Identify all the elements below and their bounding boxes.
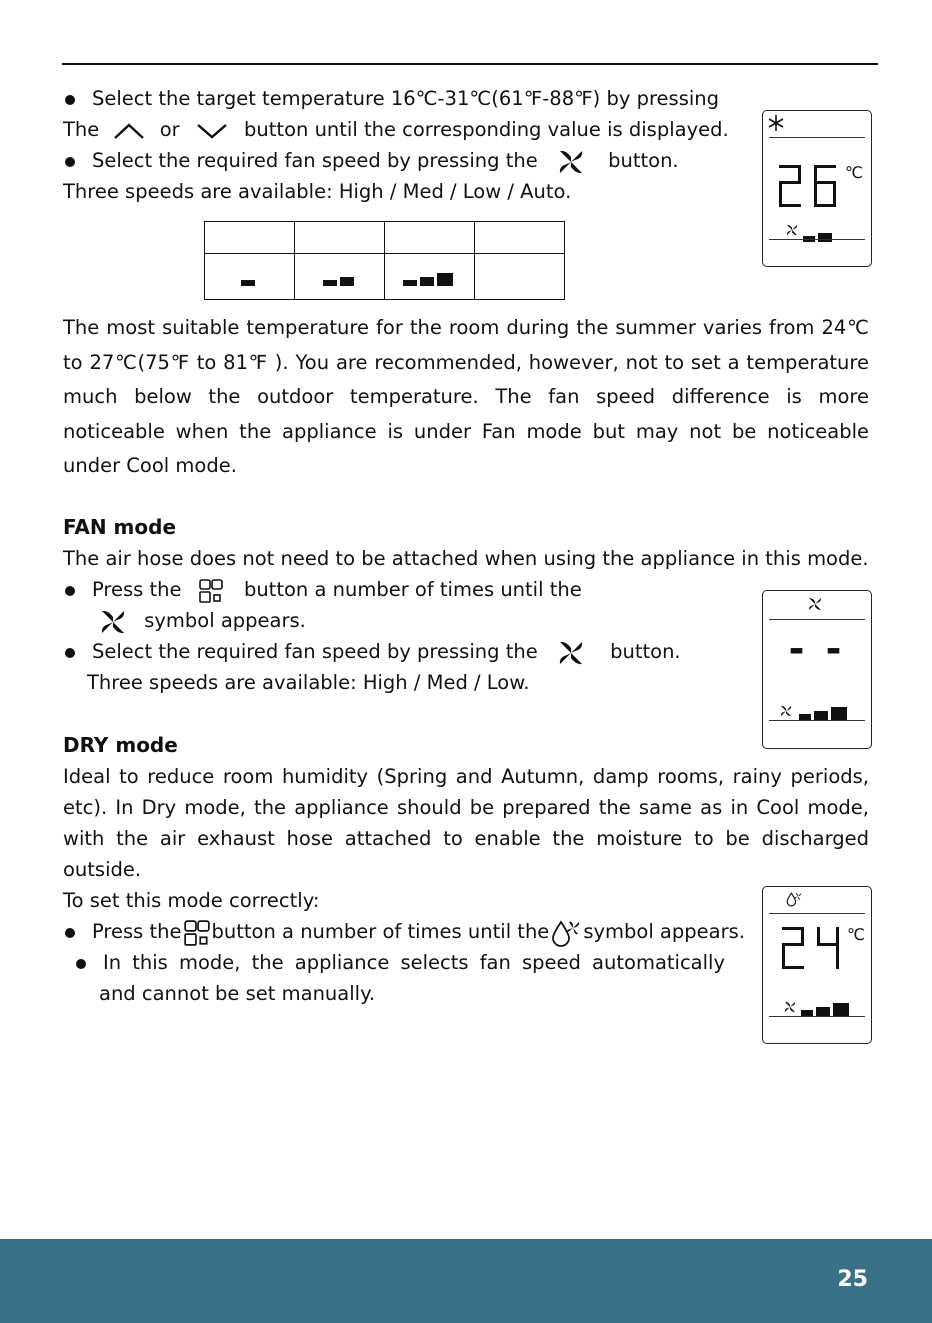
fan-icon — [779, 705, 793, 717]
cool-bullet-2 — [92, 145, 679, 176]
cool-bullet-2-text: Select the required fan speed by pressing the — [92, 149, 538, 172]
fan-bullet-1-prefix: Press the — [92, 578, 182, 601]
speed-cell — [205, 222, 295, 254]
fan-icon — [807, 597, 823, 611]
cool-line-2-text: button until the corresponding value is displayed. — [244, 118, 729, 141]
word-or: or — [159, 118, 180, 141]
fan-bullet-1 — [92, 574, 582, 605]
dry-display-fan-bars — [801, 997, 852, 1016]
speed-cell — [475, 222, 565, 254]
speed-table — [204, 221, 565, 300]
dry-bullet-2-line2: and cannot be set manually. — [99, 982, 376, 1005]
mode-icon — [182, 919, 212, 947]
fan-icon — [556, 149, 586, 175]
dry-bullet-1-suffix: symbol appears. — [583, 920, 745, 943]
mode-icon — [198, 578, 224, 604]
fan-icon — [785, 224, 799, 236]
dry-display — [762, 886, 872, 1044]
snowflake-icon — [767, 114, 785, 132]
dry-drop-icon — [785, 891, 803, 907]
speed-table-bars-row — [205, 254, 565, 300]
cool-line-2 — [63, 114, 729, 145]
fan-icon — [556, 640, 586, 666]
dry-display-unit: ℃ — [847, 925, 865, 944]
cool-bullet-1-text: Select the target temperature 16℃-31℃(61℉-88℉) by pressing — [92, 87, 720, 110]
fan-bullet-2 — [92, 636, 681, 667]
dry-bullet-1 — [92, 916, 745, 948]
page-number: 25 — [837, 1267, 868, 1292]
dry-bullet-2-line1: In this mode, the appliance selects fan speed automatically — [103, 951, 725, 974]
fan-icon — [783, 1001, 797, 1013]
fan-bullet-1-line2 — [98, 605, 306, 636]
cool-bullet-1 — [92, 83, 719, 114]
fan-bullet-2-suffix: button. — [610, 640, 681, 663]
fan-bullet-2-text: Select the required fan speed by pressing the — [92, 640, 538, 663]
speed-cell — [295, 222, 385, 254]
speed-med-cell — [295, 254, 385, 300]
dry-drop-icon — [549, 918, 583, 948]
dry-bullet-1-mid: button a number of times until the — [211, 920, 550, 943]
page-footer — [0, 1239, 932, 1323]
cool-speeds-line: Three speeds are available: High / Med / Low / Auto. — [63, 180, 572, 203]
dry-set-line: To set this mode correctly: — [63, 889, 320, 912]
cool-display-unit: ℃ — [845, 163, 863, 182]
speed-table-header-row — [205, 222, 565, 254]
fan-speeds-line: Three speeds are available: High / Med / Low. — [87, 671, 530, 694]
dry-mode-heading: DRY mode — [63, 733, 178, 757]
fan-display-value: - - — [788, 627, 846, 671]
fan-bullet-1-line2-text: symbol appears. — [144, 609, 306, 632]
dry-bullet-1-prefix: Press the — [92, 920, 182, 943]
word-the: The — [63, 118, 100, 141]
speed-auto-cell — [475, 254, 565, 300]
down-arrow-icon — [194, 121, 230, 141]
fan-display — [762, 590, 872, 749]
fan-bullet-1-suffix: button a number of times until the — [243, 578, 582, 601]
cool-paragraph: The most suitable temperature for the room during the summer varies from 24℃ to 27℃(75℉ to 81℉ ). You are recommended, however, not to set a temperature much below the outdoor temperature. The fan speed difference is more noticeable when the appliance is under Fan mode but may not be noticeable under Cool mode. — [63, 316, 869, 477]
cool-bullet-2-suffix: button. — [608, 149, 679, 172]
top-rule — [62, 63, 878, 65]
speed-low-cell — [205, 254, 295, 300]
dry-bullet-2 — [103, 947, 725, 978]
speed-cell — [385, 222, 475, 254]
dry-mode-paragraph: Ideal to reduce room humidity (Spring and Autumn, damp rooms, rainy periods, etc). In Dry mode, the appliance should be prepared the same as in Cool mode, with the air exhaust hose attached to enable the moisture to be discharged outside. — [63, 765, 869, 881]
speed-high-cell — [385, 254, 475, 300]
fan-display-fan-bars — [799, 701, 850, 720]
fan-mode-intro: The air hose does not need to be attached when using the appliance in this mode. — [63, 547, 869, 570]
up-arrow-icon — [111, 121, 147, 141]
fan-icon — [98, 609, 128, 635]
cool-display — [762, 110, 872, 267]
fan-mode-heading: FAN mode — [63, 515, 177, 539]
